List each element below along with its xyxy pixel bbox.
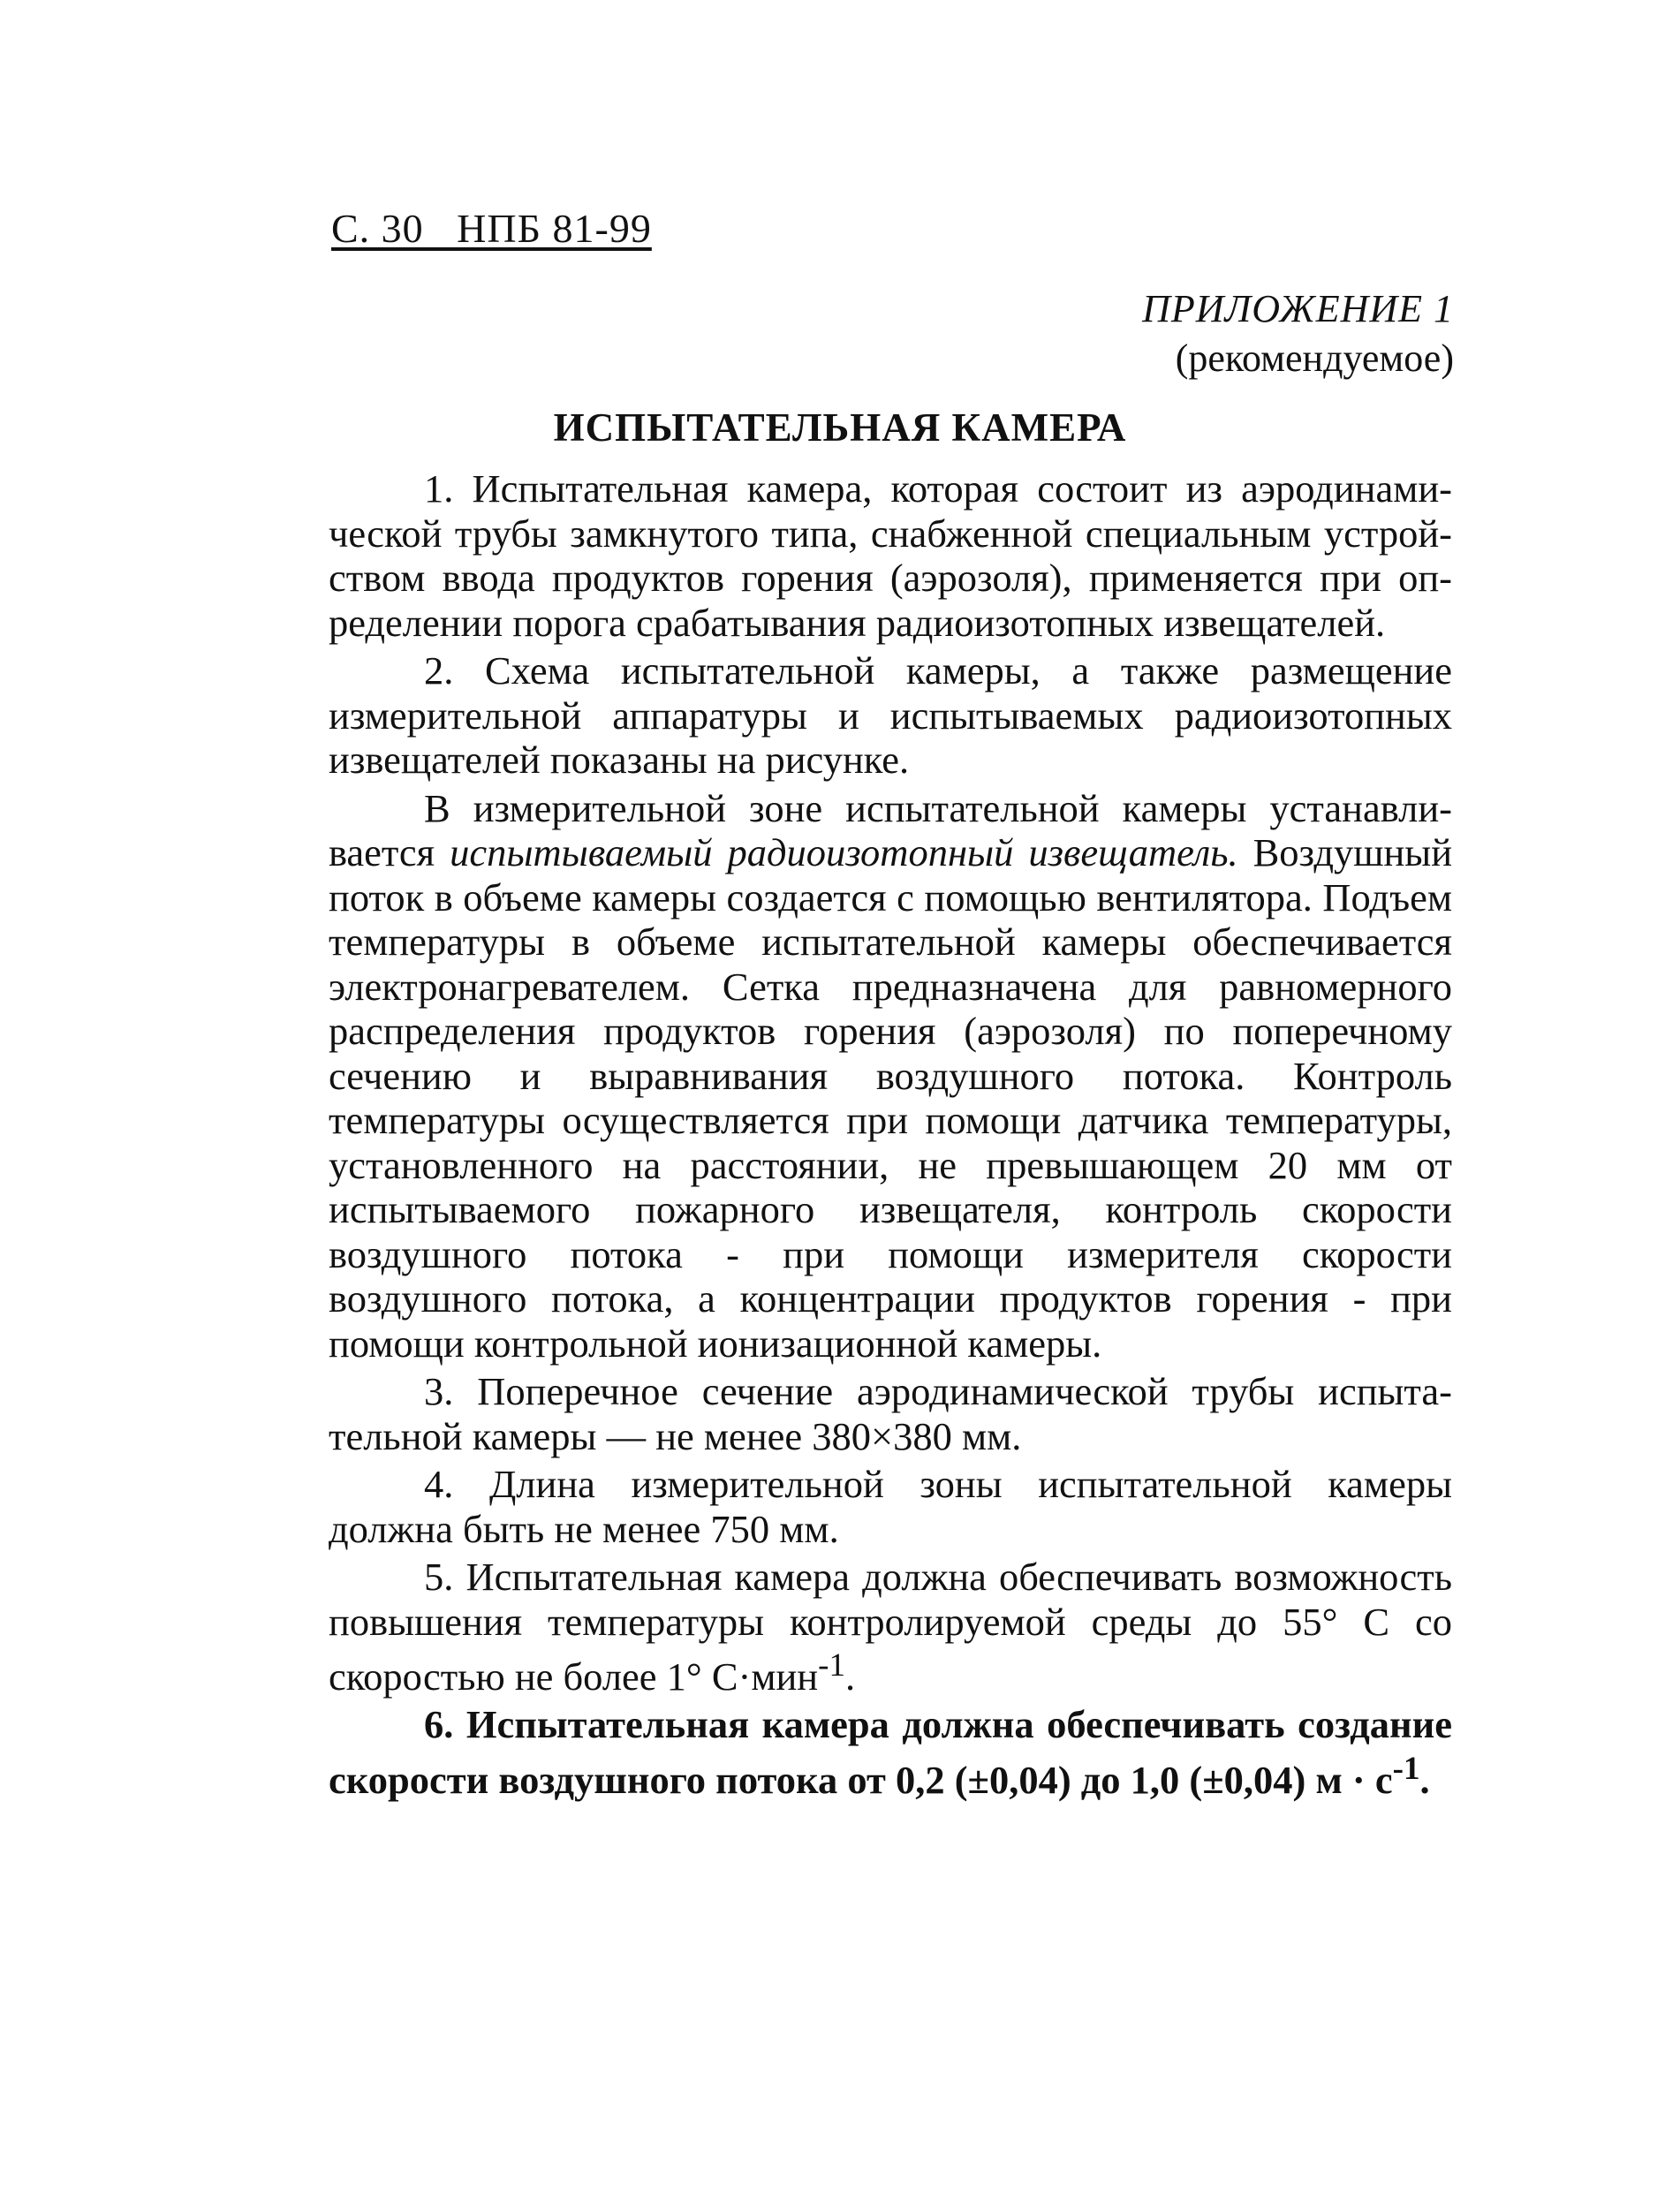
paragraph-7 xyxy=(329,1702,1452,1802)
page-title: ИСПЫТАТЕЛЬНАЯ КАМЕРА xyxy=(553,405,1127,450)
paragraph-4: 3. Поперечное сечение аэродинамической трубы испытательной камеры — не менее 380×380 мм. xyxy=(329,1369,1452,1458)
paragraph-6-superscript: -1 xyxy=(818,1647,846,1684)
paragraph-7-superscript: -1 xyxy=(1392,1750,1420,1787)
paragraph-6 xyxy=(329,1555,1452,1699)
paragraph-5: 4. Длина измерительной зоны испытательной камеры должна быть не менее 750 мм. xyxy=(329,1462,1452,1551)
appendix-label: ПРИЛОЖЕНИЕ 1 xyxy=(1142,287,1454,330)
paragraph-6-end: . xyxy=(845,1654,856,1699)
appendix-note: (рекомендуемое) xyxy=(1175,337,1454,380)
paragraph-1: 1. Испытательная камера, которая состоит из аэродинамической трубы замкнутого типа, снабженной специальным устройством ввода продуктов горения (аэрозоля), применяется при определении порога срабатывания радиоизотопных извещателей. xyxy=(329,466,1452,645)
paragraph-3-italic: испытываемый радиоизотопный извещатель. xyxy=(450,830,1238,874)
paragraph-3-start: В измерительной зоне испытательной камеры устанавливается xyxy=(329,785,1452,874)
paragraph-3 xyxy=(329,786,1452,1366)
page-header: С. 30 НПБ 81-99 xyxy=(331,206,652,251)
body-text xyxy=(329,466,1452,1805)
paragraph-6-text: 5. Испытательная камера должна обеспечивать возможность повышения температуры контролируемой среды до 55° С со скоростью не более 1° С·мин xyxy=(329,1555,1452,1699)
paragraph-3-rest: Воздушный поток в объеме камеры создается с помощью вентилятора. Подъем температуры в объеме испытательной камеры обеспечивается электронагревателем. Сетка предназначена для равномерного распределения продуктов горения (аэрозоля) по поперечному сечению и выравнивания воздушного потока. Контроль температуры осуществляется при помощи датчика температуры, установленного на расстоянии, не превышающем 20 мм от испытываемого пожарного извещателя, контроль скорости воздушного потока - при помощи измерителя скорости воздушного потока, а концентрации продуктов горения - при помощи контрольной ионизационной камеры. xyxy=(329,830,1453,1366)
paragraph-7-end: . xyxy=(1419,1757,1430,1802)
paragraph-7-text: 6. Испытательная камера должна обеспечивать создание скорости воздушного потока от 0,2 (±0,04) до 1,0 (±0,04) м · с xyxy=(329,1702,1452,1802)
appendix-block xyxy=(1142,284,1454,383)
paragraph-2: 2. Схема испытательной камеры, а также размещение измерительной аппаратуры и испытываемых радиоизотопных извещателей показаны на рисунке. xyxy=(329,648,1452,782)
